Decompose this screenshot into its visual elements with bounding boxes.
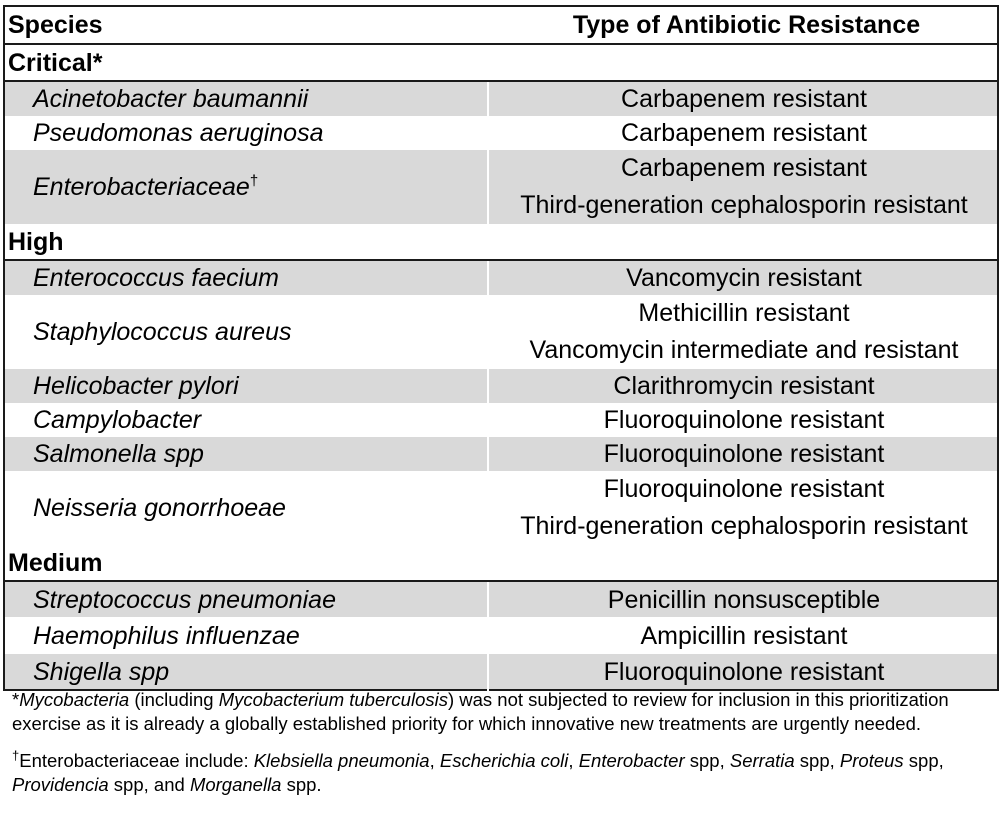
header-resistance: Type of Antibiotic Resistance — [488, 6, 998, 44]
resistance-line: Third-generation cephalosporin resistant — [520, 191, 968, 219]
table-header-row — [4, 6, 998, 44]
footnote-mycobacteria — [12, 688, 987, 736]
species-cell: Staphylococcus aureus — [4, 295, 488, 369]
species-cell: Streptococcus pneumoniae — [4, 581, 488, 617]
footnote-text: Enterobacteriaceae include: — [19, 750, 254, 771]
resistance-line: Vancomycin intermediate and resistant — [529, 336, 959, 364]
table-row — [4, 437, 998, 471]
footnote-text: Escherichia coli — [439, 750, 569, 771]
footnote-dagger: † — [12, 747, 20, 763]
group-high — [4, 224, 998, 260]
species-cell: Neisseria gonorrhoeae — [4, 471, 488, 545]
resistance-line: Methicillin resistant — [638, 299, 850, 327]
table-row — [4, 81, 998, 116]
footnote-text: Mycobacterium tuberculosis — [218, 689, 448, 710]
resistance-cell — [488, 295, 998, 369]
table-row — [4, 295, 998, 369]
resistance-cell: Clarithromycin resistant — [488, 369, 998, 403]
group-medium — [4, 545, 998, 581]
table-row — [4, 150, 998, 224]
footnote-text: , — [568, 750, 579, 771]
table-row — [4, 654, 998, 690]
footnotes — [12, 688, 987, 810]
species-cell: Enterococcus faecium — [4, 260, 488, 295]
resistance-line: Third-generation cephalosporin resistant — [520, 512, 968, 540]
footnote-text: (including — [129, 689, 219, 710]
dagger-mark: † — [249, 172, 259, 190]
footnote-star: * — [12, 689, 20, 710]
table-row — [4, 617, 998, 654]
resistance-cell: Vancomycin resistant — [488, 260, 998, 295]
resistance-cell — [488, 150, 998, 224]
footnote-text: Mycobacteria — [19, 689, 130, 710]
species-cell: Haemophilus influenzae — [4, 617, 488, 654]
resistance-cell: Carbapenem resistant — [488, 81, 998, 116]
group-label: High — [4, 224, 998, 260]
footnote-text: Providencia — [12, 774, 109, 795]
species-cell: Helicobacter pylori — [4, 369, 488, 403]
footnote-text: Serratia — [729, 750, 795, 771]
footnote-text: spp, and — [108, 774, 190, 795]
table-row — [4, 260, 998, 295]
header-species: Species — [4, 6, 488, 44]
resistance-cell: Fluoroquinolone resistant — [488, 437, 998, 471]
footnote-text: Klebsiella pneumonia — [253, 750, 430, 771]
group-critical — [4, 44, 998, 81]
resistance-line: Fluoroquinolone resistant — [603, 475, 885, 503]
species-cell — [4, 150, 488, 224]
species-cell: Salmonella spp — [4, 437, 488, 471]
resistance-cell — [488, 471, 998, 545]
table-row — [4, 369, 998, 403]
footnote-text: spp, — [684, 750, 730, 771]
footnote-text: Enterobacter — [578, 750, 685, 771]
footnote-text: spp. — [281, 774, 322, 795]
table-row — [4, 116, 998, 150]
footnote-enterobacteriaceae — [12, 749, 987, 797]
footnote-text: Proteus — [839, 750, 904, 771]
priority-pathogens-table — [3, 5, 999, 691]
species-cell: Shigella spp — [4, 654, 488, 690]
group-label: Critical* — [4, 44, 998, 81]
species-cell: Pseudomonas aeruginosa — [4, 116, 488, 150]
footnote-text: Morganella — [189, 774, 282, 795]
footnote-text: spp, — [794, 750, 840, 771]
footnote-text: , — [429, 750, 440, 771]
group-label: Medium — [4, 545, 998, 581]
species-cell: Acinetobacter baumannii — [4, 81, 488, 116]
resistance-cell: Fluoroquinolone resistant — [603, 406, 885, 434]
species-name: Enterobacteriaceae — [33, 173, 250, 201]
footnote-text: spp, — [903, 750, 944, 771]
resistance-cell: Ampicillin resistant — [640, 621, 848, 650]
table-row — [4, 581, 998, 617]
resistance-line: Carbapenem resistant — [621, 154, 867, 182]
footnote-text: ) was not subjected to review for inclusion in this prioritization exercise as it is already a globally established priority for which innovative new treatments are urgently needed. — [12, 689, 949, 734]
resistance-cell: Carbapenem resistant — [621, 119, 867, 147]
table-row — [4, 471, 998, 545]
table-row — [4, 403, 998, 437]
resistance-cell: Penicillin nonsusceptible — [488, 581, 998, 617]
resistance-cell: Fluoroquinolone resistant — [488, 654, 998, 690]
priority-pathogens-table-container — [3, 5, 997, 691]
species-cell: Campylobacter — [4, 403, 488, 437]
